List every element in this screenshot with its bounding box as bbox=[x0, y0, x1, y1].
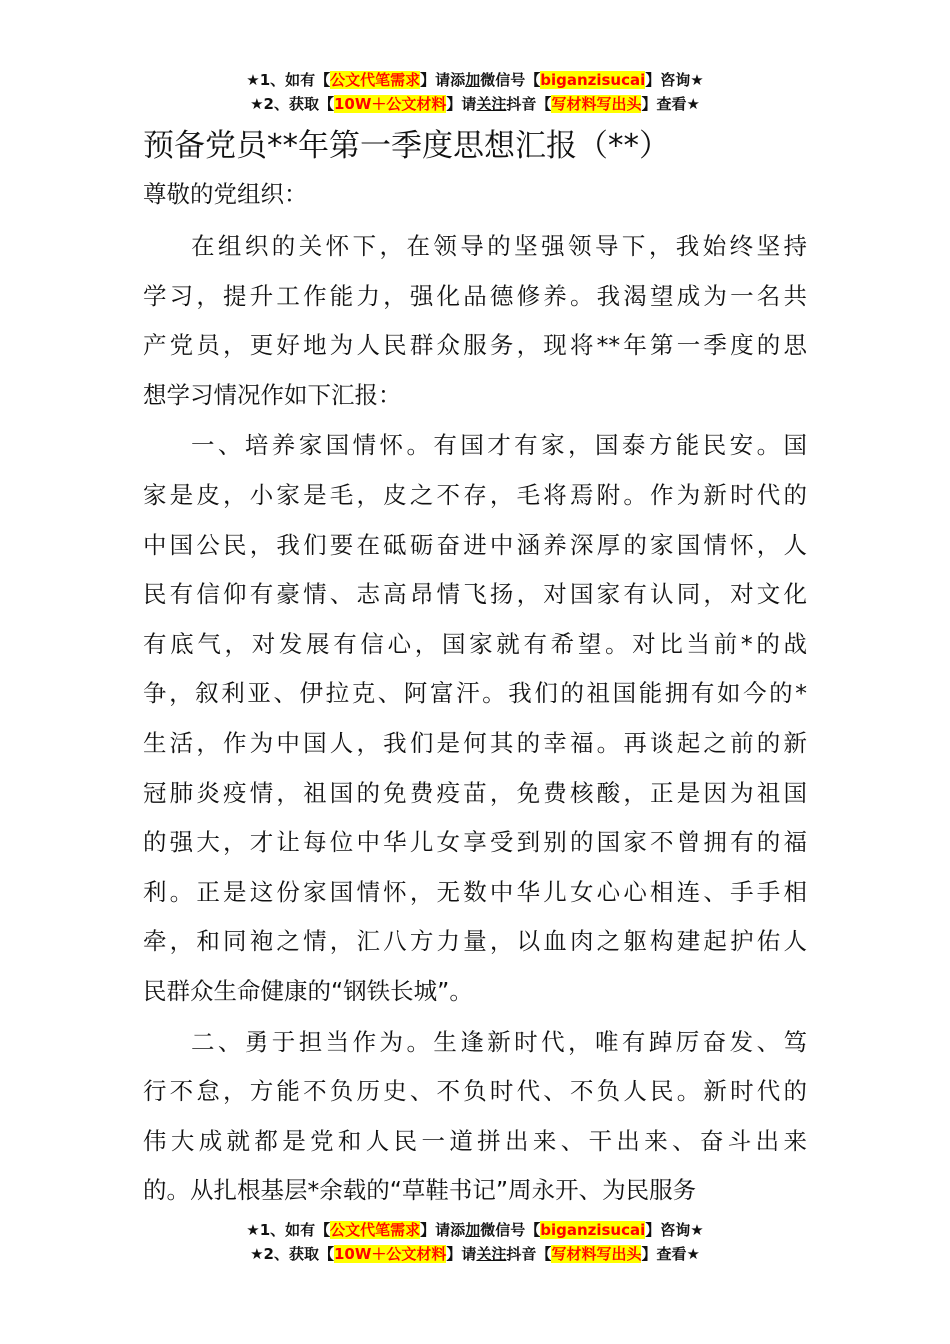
banner-highlight: biganzisucai bbox=[540, 71, 646, 89]
paragraph-line: 牵，和同袍之情，汇八方力量，以血肉之躯构建起护佑人 bbox=[143, 927, 807, 956]
banner-text: ★2、获取【 bbox=[250, 1245, 334, 1263]
banner-text: ★2、获取【 bbox=[250, 95, 334, 113]
paragraph-line: 家是皮，小家是毛，皮之不存，毛将焉附。作为新时代的 bbox=[143, 480, 807, 509]
paragraph-line: 在组织的关怀下，在领导的坚强领导下，我始终坚持 bbox=[191, 232, 807, 260]
banner-highlight: 10W＋公文材料 bbox=[333, 1245, 447, 1263]
paragraph-line: 学习，提升工作能力，强化品德修养。我渴望成为一名共 bbox=[143, 281, 807, 310]
paragraph-line: 有底气，对发展有信心，国家就有希望。对比当前*的战 bbox=[143, 629, 807, 658]
document-title: 预备党员**年第一季度思想汇报（**） bbox=[143, 128, 670, 164]
paragraph-line: 争，叙利亚、伊拉克、阿富汗。我们的祖国能拥有如今的* bbox=[143, 679, 807, 708]
paragraph-line: 民有信仰有豪情、志高昂情飞扬，对国家有认同，对文化 bbox=[143, 580, 807, 609]
banner-text: 】咨询★ bbox=[645, 1221, 704, 1239]
banner-text: 抖音【 bbox=[506, 95, 552, 113]
banner-text: 】请 bbox=[446, 1245, 477, 1263]
paragraph-line: 生活，作为中国人，我们是何其的幸福。再谈起之前的新 bbox=[143, 728, 807, 757]
banner-highlight: 写材料写出头 bbox=[551, 95, 642, 113]
paragraph-line: 二、勇于担当作为。生逢新时代，唯有踔厉奋发、笃 bbox=[191, 1027, 807, 1056]
body-paragraph bbox=[143, 421, 807, 1016]
paragraph-line: 的强大，才让每位中华儿女享受到别的国家不曾拥有的福 bbox=[143, 828, 807, 857]
banner-underline: 加 bbox=[465, 71, 481, 89]
footer-banner bbox=[0, 1218, 950, 1266]
banner-line-2 bbox=[0, 92, 950, 116]
banner-underline: 关注 bbox=[476, 95, 507, 113]
paragraph-line: 行不怠，方能不负历史、不负时代、不负人民。新时代的 bbox=[143, 1077, 807, 1106]
banner-highlight: 公文代笔需求 bbox=[330, 1221, 421, 1239]
banner-highlight: biganzisucai bbox=[540, 1221, 646, 1239]
banner-text: ★1、如有【 bbox=[246, 1221, 331, 1239]
banner-text: 】请 bbox=[446, 95, 477, 113]
banner-text: 微信号【 bbox=[480, 1221, 541, 1239]
banner-text: 抖音【 bbox=[506, 1245, 552, 1263]
paragraph-line: 伟大成就都是党和人民一道拼出来、干出来、奋斗出来 bbox=[143, 1126, 807, 1155]
salutation: 尊敬的党组织： bbox=[143, 180, 308, 208]
paragraph-line: 中国公民，我们要在砥砺奋进中涵养深厚的家国情怀，人 bbox=[143, 530, 807, 559]
banner-highlight: 写材料写出头 bbox=[551, 1245, 642, 1263]
banner-text: ★1、如有【 bbox=[246, 71, 331, 89]
banner-text: 】查看★ bbox=[641, 95, 700, 113]
paragraph-line: 产党员，更好地为人民群众服务，现将**年第一季度的思 bbox=[143, 331, 807, 360]
banner-underline: 关注 bbox=[476, 1245, 507, 1263]
document-body bbox=[143, 222, 807, 1217]
banner-underline: 加 bbox=[465, 1221, 481, 1239]
banner-line-2 bbox=[0, 1242, 950, 1266]
banner-text: 】咨询★ bbox=[645, 71, 704, 89]
paragraph-line: 的。从扎根基层*余载的“草鞋书记”周永开、为民服务 bbox=[143, 1176, 697, 1205]
body-paragraph bbox=[143, 1018, 807, 1216]
banner-text: 】请添 bbox=[420, 71, 466, 89]
banner-line-1 bbox=[0, 1218, 950, 1242]
banner-highlight: 公文代笔需求 bbox=[330, 71, 421, 89]
paragraph-line: 民群众生命健康的“钢铁长城”。 bbox=[143, 976, 473, 1005]
banner-text: 】查看★ bbox=[641, 1245, 700, 1263]
banner-line-1 bbox=[0, 68, 950, 92]
banner-text: 】请添 bbox=[420, 1221, 466, 1239]
body-paragraph bbox=[143, 222, 807, 420]
paragraph-line: 冠肺炎疫情，祖国的免费疫苗，免费核酸，正是因为祖国 bbox=[143, 778, 807, 807]
banner-text: 微信号【 bbox=[480, 71, 541, 89]
banner-highlight: 10W＋公文材料 bbox=[333, 95, 447, 113]
paragraph-line: 想学习情况作如下汇报： bbox=[143, 380, 402, 409]
header-banner bbox=[0, 68, 950, 116]
paragraph-line: 利。正是这份家国情怀，无数中华儿女心心相连、手手相 bbox=[143, 877, 807, 906]
paragraph-line: 一、培养家国情怀。有国才有家，国泰方能民安。国 bbox=[191, 431, 807, 460]
